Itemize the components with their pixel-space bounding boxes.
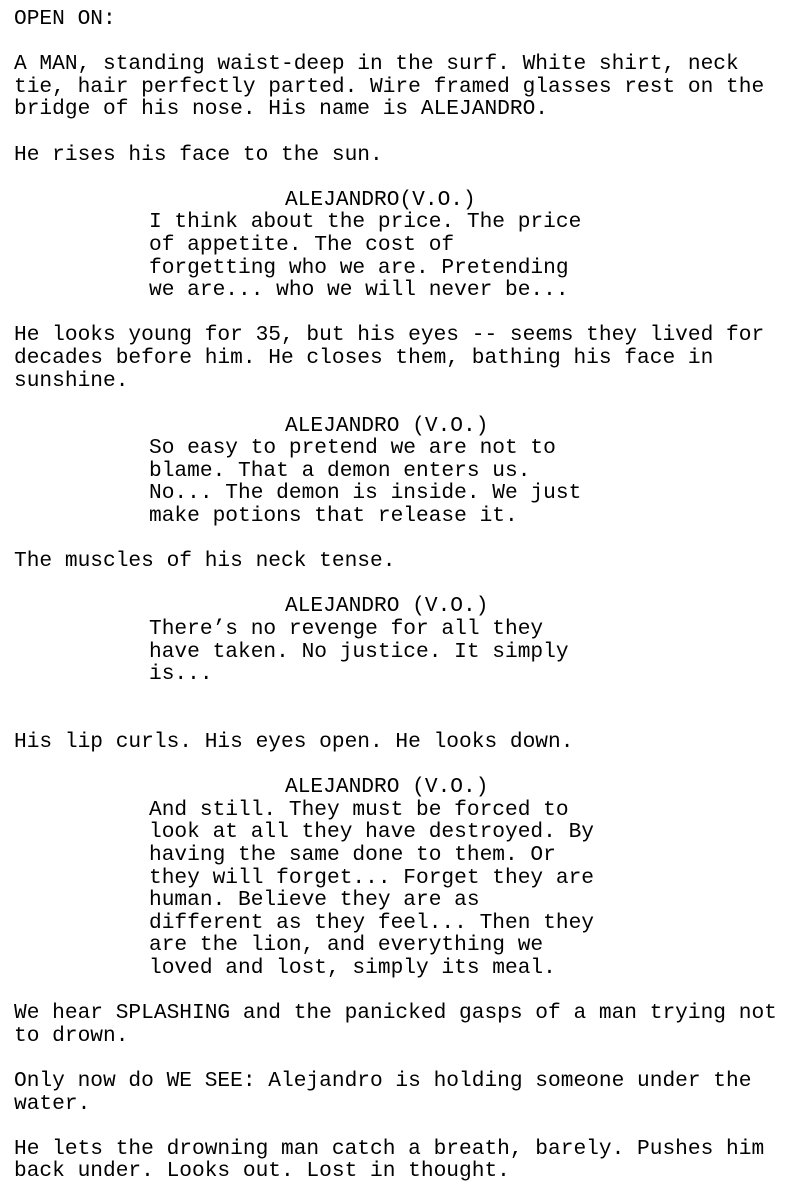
action-line: He rises his face to the sun.	[14, 142, 383, 167]
action-line: The muscles of his neck tense.	[14, 549, 396, 574]
action-line: decades before him. He closes them, bathing his face in	[14, 345, 714, 370]
action-line: Only now do WE SEE: Alejandro is holding someone under the	[14, 1068, 752, 1093]
dialogue-line: we are... who we will never be...	[149, 278, 569, 303]
dialogue-line: forgetting who we are. Pretending	[149, 255, 569, 280]
action-block-1	[14, 53, 800, 121]
action-line: He lets the drowning man catch a breath, barely. Pushes him	[14, 1136, 765, 1161]
dialogue-line: have taken. No justice. It simply	[149, 639, 569, 664]
action-block-6	[14, 1002, 800, 1047]
action-block-8	[14, 1138, 800, 1183]
action-line: A MAN, standing waist-deep in the surf. White shirt, neck	[14, 52, 739, 77]
dialogue-line: So easy to pretend we are not to	[149, 436, 556, 461]
dialogue-line: is...	[149, 662, 213, 687]
action-line: He looks young for 35, but his eyes -- seems they lived for	[14, 323, 765, 348]
action-line: His lip curls. His eyes open. He looks down.	[14, 730, 574, 754]
character-name: ALEJANDRO (V.O.)	[285, 775, 489, 800]
dialogue-line: are the lion, and everything we	[149, 933, 544, 958]
character-name: ALEJANDRO (V.O.)	[285, 594, 489, 619]
action-line: bridge of his nose. His name is ALEJANDRO.	[14, 97, 549, 122]
character-name: ALEJANDRO(V.O.)	[285, 187, 476, 212]
dialogue-line: they will forget... Forget they are	[149, 865, 595, 890]
character-name: ALEJANDRO (V.O.)	[285, 413, 489, 438]
dialogue-block-1	[14, 189, 800, 302]
dialogue-line: I think about the price. The price	[149, 210, 582, 235]
action-block-5	[14, 731, 800, 754]
action-block-3	[14, 324, 800, 392]
action-line: We hear SPLASHING and the panicked gasps of a man trying not	[14, 1001, 777, 1026]
dialogue-line: different as they feel... Then they	[149, 910, 595, 935]
action-line: tie, hair perfectly parted. Wire framed glasses rest on the	[14, 74, 765, 99]
dialogue-line: of appetite. The cost of	[149, 232, 455, 257]
action-line: water.	[14, 1091, 91, 1116]
dialogue-line: human. Believe they are as	[149, 888, 480, 913]
action-line: back under. Looks out. Lost in thought.	[14, 1159, 510, 1184]
dialogue-block-3	[14, 595, 800, 685]
dialogue-line: No... The demon is inside. We just	[149, 481, 582, 506]
action-block-2	[14, 144, 800, 167]
dialogue-block-4	[14, 776, 800, 979]
dialogue-block-2	[14, 415, 800, 528]
dialogue-line: blame. That a demon enters us.	[149, 458, 531, 483]
action-line: to drown.	[14, 1023, 129, 1048]
dialogue-line: make potions that release it.	[149, 504, 518, 529]
screenplay-page	[14, 8, 800, 1183]
action-line: sunshine.	[14, 368, 129, 393]
dialogue-line: And still. They must be forced to	[149, 797, 569, 822]
action-block-4	[14, 550, 800, 573]
dialogue-line: having the same done to them. Or	[149, 842, 556, 867]
dialogue-line: There’s no revenge for all they	[149, 617, 544, 642]
scene-transition: OPEN ON:	[14, 7, 116, 31]
dialogue-line: look at all they have destroyed. By	[149, 820, 595, 845]
action-block-7	[14, 1070, 800, 1115]
dialogue-line: loved and lost, simply its meal.	[149, 955, 556, 980]
